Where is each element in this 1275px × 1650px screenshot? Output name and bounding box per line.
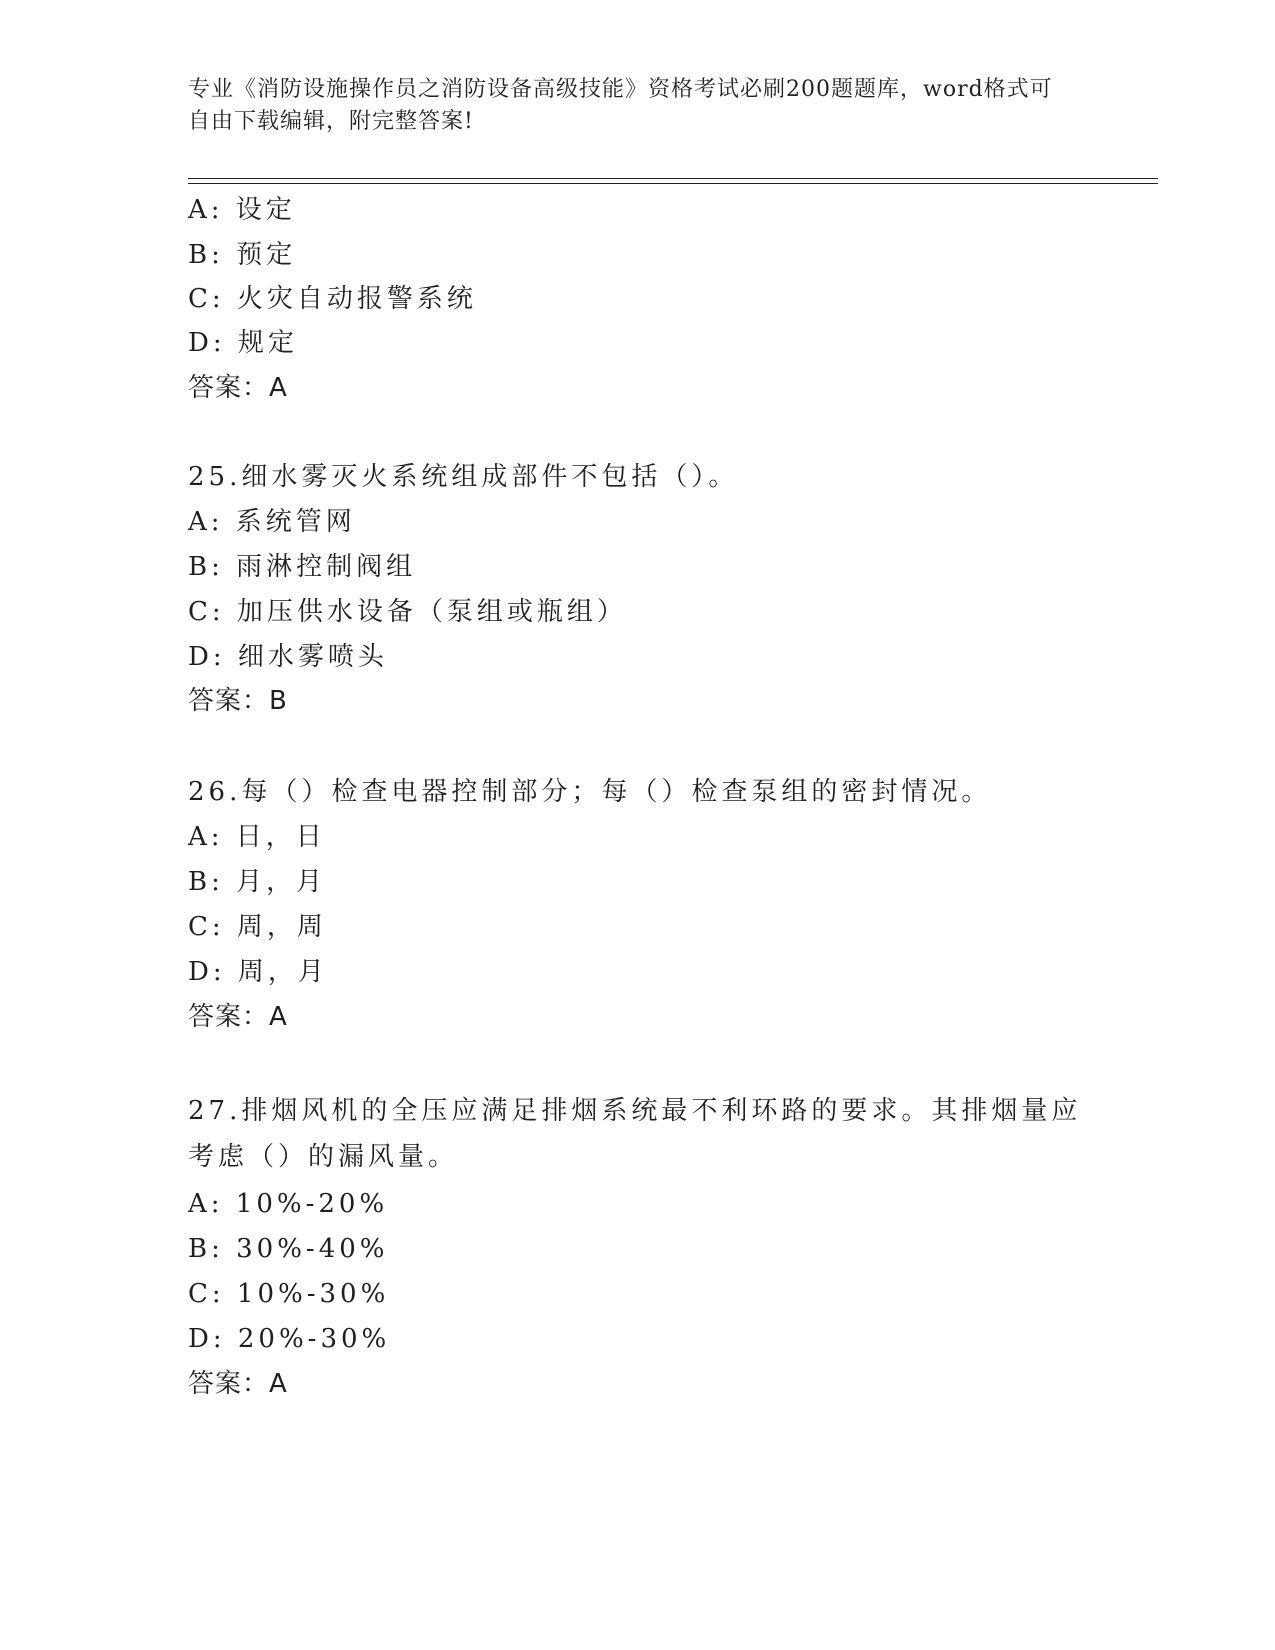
answer: 答案：A <box>188 1002 288 1032</box>
option-c: C: 10%-30% <box>188 1279 390 1309</box>
option-c: C: 加压供水设备（泵组或瓶组） <box>188 597 627 627</box>
header-divider-top <box>188 178 1158 179</box>
header-divider-bottom <box>188 183 1158 184</box>
option-b: B: 雨淋控制阀组 <box>188 552 417 582</box>
answer: 答案：A <box>188 373 288 403</box>
option-a: A: 10%-20% <box>188 1189 389 1219</box>
option-a: A: 日，日 <box>188 822 326 852</box>
answer: 答案：B <box>188 686 288 716</box>
option-a: A: 设定 <box>188 195 296 225</box>
option-d: D: 细水雾喷头 <box>188 642 388 672</box>
option-d: D: 20%-30% <box>188 1324 391 1354</box>
question-26: 26.每（）检查电器控制部分；每（）检查泵组的密封情况。 <box>188 777 992 807</box>
option-b: B: 30%-40% <box>188 1234 389 1264</box>
option-c: C: 火灾自动报警系统 <box>188 284 477 314</box>
option-c: C: 周，周 <box>188 912 327 942</box>
document-header: 专业《消防设施操作员之消防设备高级技能》资格考试必刷200题题库，word格式可自由下载编辑，附完整答案! <box>188 77 1053 134</box>
question-25: 25.细水雾灭火系统组成部件不包括（）。 <box>188 462 739 492</box>
option-a: A: 系统管网 <box>188 507 356 537</box>
option-d: D: 规定 <box>188 328 298 358</box>
question-27: 27.排烟风机的全压应满足排烟系统最不利环路的要求。其排烟量应考虑（）的漏风量。 <box>188 1096 1082 1172</box>
option-b: B: 预定 <box>188 240 297 270</box>
answer: 答案：A <box>188 1369 288 1399</box>
option-d: D: 周，月 <box>188 957 328 987</box>
option-b: B: 月，月 <box>188 867 327 897</box>
